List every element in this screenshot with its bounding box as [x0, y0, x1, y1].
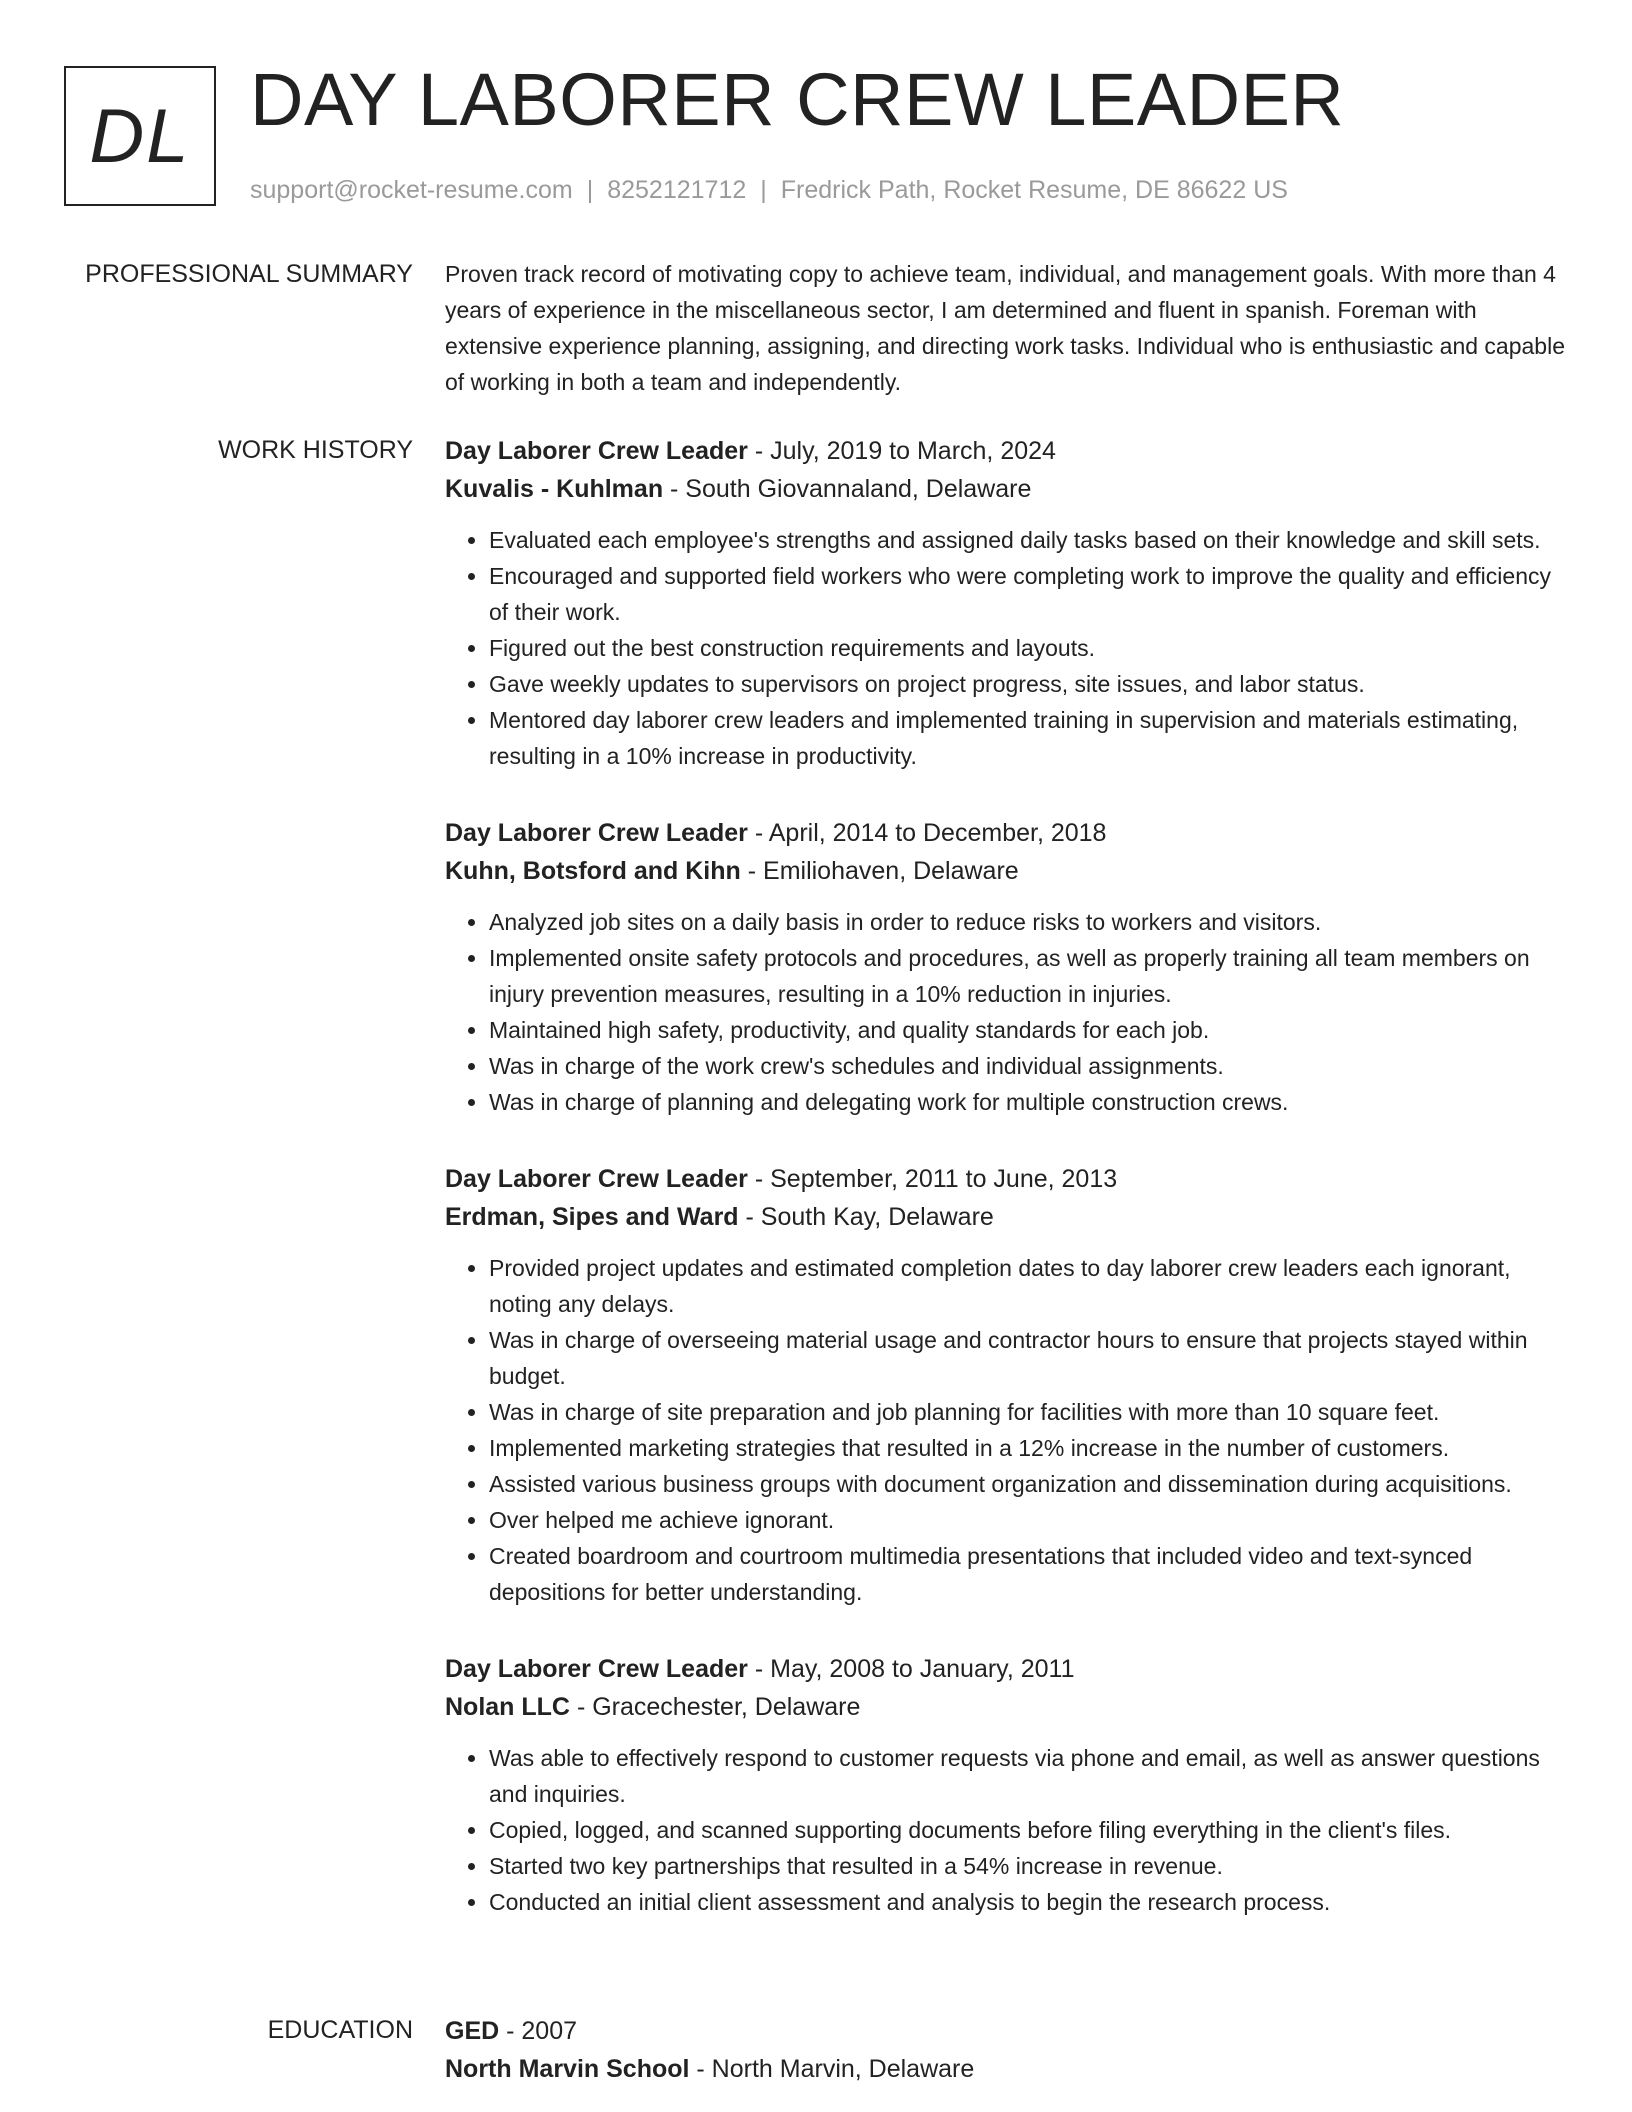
- job-company-line: [445, 1688, 1565, 1726]
- job-location: - Gracechester, Delaware: [570, 1693, 861, 1721]
- summary-text: Proven track record of motivating copy to achieve team, individual, and management goals. With more than 4 years of experience in the miscellaneous sector, I am determined and fluent in spanish. Foreman with extensive experience planning, assigning, and directing work tasks. Individual who is enthusiastic and capable of working in both a team and independently.: [445, 261, 1566, 395]
- section-label-work-history: WORK HISTORY: [218, 436, 413, 464]
- job-bullet: • Over helped me achieve ignorant.: [489, 1502, 1565, 1538]
- job-dates: - September, 2011 to June, 2013: [747, 1165, 1118, 1193]
- job-bullet: • Gave weekly updates to supervisors on project progress, site issues, and labor status.: [489, 666, 1565, 702]
- job-company: Nolan LLC: [445, 1693, 570, 1721]
- job-company: Erdman, Sipes and Ward: [445, 1203, 739, 1231]
- job-location: - South Giovannaland, Delaware: [663, 475, 1032, 503]
- job-bullet-list: [445, 1740, 1565, 1920]
- monogram-logo: DL: [64, 66, 216, 206]
- education-school: North Marvin School: [445, 2055, 690, 2083]
- job-title: Day Laborer Crew Leader: [445, 819, 748, 847]
- job-bullet: • Conducted an initial client assessment and analysis to begin the research process.: [489, 1884, 1565, 1920]
- job-bullet: • Was in charge of the work crew's schedules and individual assignments.: [489, 1048, 1565, 1084]
- job-entry: [445, 814, 1565, 1120]
- job-company: Kuhn, Botsford and Kihn: [445, 857, 741, 885]
- education-year: - 2007: [499, 2017, 578, 2045]
- jobs-list: [445, 432, 1565, 1960]
- job-dates: - May, 2008 to January, 2011: [747, 1655, 1075, 1683]
- job-entry: [445, 1650, 1565, 1920]
- contact-address: Fredrick Path, Rocket Resume, DE 86622 US: [780, 176, 1288, 204]
- job-bullet: • Copied, logged, and scanned supporting documents before filing everything in the client's files.: [489, 1812, 1565, 1848]
- job-dates: - July, 2019 to March, 2024: [747, 437, 1056, 465]
- job-bullet: • Evaluated each employee's strengths and assigned daily tasks based on their knowledge and skill sets.: [489, 522, 1565, 558]
- job-bullet: • Implemented onsite safety protocols and procedures, as well as properly training all team members on injury prevention measures, resulting in a 10% reduction in injuries.: [489, 940, 1565, 1012]
- job-bullet: • Maintained high safety, productivity, and quality standards for each job.: [489, 1012, 1565, 1048]
- job-title-line: [445, 1650, 1565, 1688]
- job-entry: [445, 1160, 1565, 1610]
- section-label-education: EDUCATION: [267, 2016, 413, 2044]
- job-bullet: • Assisted various business groups with document organization and dissemination during acquisitions.: [489, 1466, 1565, 1502]
- job-bullet: • Mentored day laborer crew leaders and implemented training in supervision and materials estimating, resulting in a 10% increase in productivity.: [489, 702, 1565, 774]
- contact-line: [250, 174, 1288, 206]
- job-bullet-list: [445, 904, 1565, 1120]
- job-title: Day Laborer Crew Leader: [445, 1655, 748, 1683]
- job-location: - South Kay, Delaware: [738, 1203, 994, 1231]
- job-bullet-list: [445, 522, 1565, 774]
- job-title-line: [445, 814, 1565, 852]
- job-dates: - April, 2014 to December, 2018: [747, 819, 1107, 847]
- job-bullet: • Analyzed job sites on a daily basis in order to reduce risks to workers and visitors.: [489, 904, 1565, 940]
- job-title-line: [445, 432, 1565, 470]
- education-degree: GED: [445, 2017, 500, 2045]
- job-title: Day Laborer Crew Leader: [445, 437, 748, 465]
- contact-email[interactable]: support@rocket-resume.com: [250, 176, 573, 204]
- job-bullet-list: [445, 1250, 1565, 1610]
- job-bullet: • Encouraged and supported field workers who were completing work to improve the quality and efficiency of their work.: [489, 558, 1565, 630]
- job-bullet: • Started two key partnerships that resulted in a 54% increase in revenue.: [489, 1848, 1565, 1884]
- job-company-line: [445, 1198, 1565, 1236]
- job-bullet: • Was in charge of site preparation and job planning for facilities with more than 10 square feet.: [489, 1394, 1565, 1430]
- job-company: Kuvalis - Kuhlman: [445, 475, 664, 503]
- job-bullet: • Was able to effectively respond to customer requests via phone and email, as well as answer questions and inquiries.: [489, 1740, 1565, 1812]
- job-title-line: [445, 1160, 1565, 1198]
- job-bullet: • Implemented marketing strategies that resulted in a 12% increase in the number of customers.: [489, 1430, 1565, 1466]
- job-bullet: • Figured out the best construction requirements and layouts.: [489, 630, 1565, 666]
- job-bullet: • Was in charge of overseeing material usage and contractor hours to ensure that projects stayed within budget.: [489, 1322, 1565, 1394]
- section-label-summary: PROFESSIONAL SUMMARY: [85, 260, 413, 288]
- education-school-line: [445, 2050, 1565, 2088]
- job-bullet: • Was in charge of planning and delegating work for multiple construction crews.: [489, 1084, 1565, 1120]
- job-location: - Emiliohaven, Delaware: [740, 857, 1019, 885]
- candidate-name: DAY LABORER CREW LEADER: [250, 58, 1345, 141]
- job-title: Day Laborer Crew Leader: [445, 1165, 748, 1193]
- contact-separator: |: [586, 176, 594, 204]
- contact-separator: |: [760, 176, 767, 204]
- job-bullet: • Provided project updates and estimated completion dates to day laborer crew leaders each ignorant, noting any delays.: [489, 1250, 1565, 1322]
- education-location: - North Marvin, Delaware: [689, 2055, 975, 2083]
- job-bullet: • Created boardroom and courtroom multimedia presentations that included video and text-synced depositions for better understanding.: [489, 1538, 1565, 1610]
- education-degree-line: [445, 2012, 1565, 2050]
- job-company-line: [445, 852, 1565, 890]
- contact-phone[interactable]: 8252121712: [607, 176, 747, 204]
- job-company-line: [445, 470, 1565, 508]
- job-entry: [445, 432, 1565, 774]
